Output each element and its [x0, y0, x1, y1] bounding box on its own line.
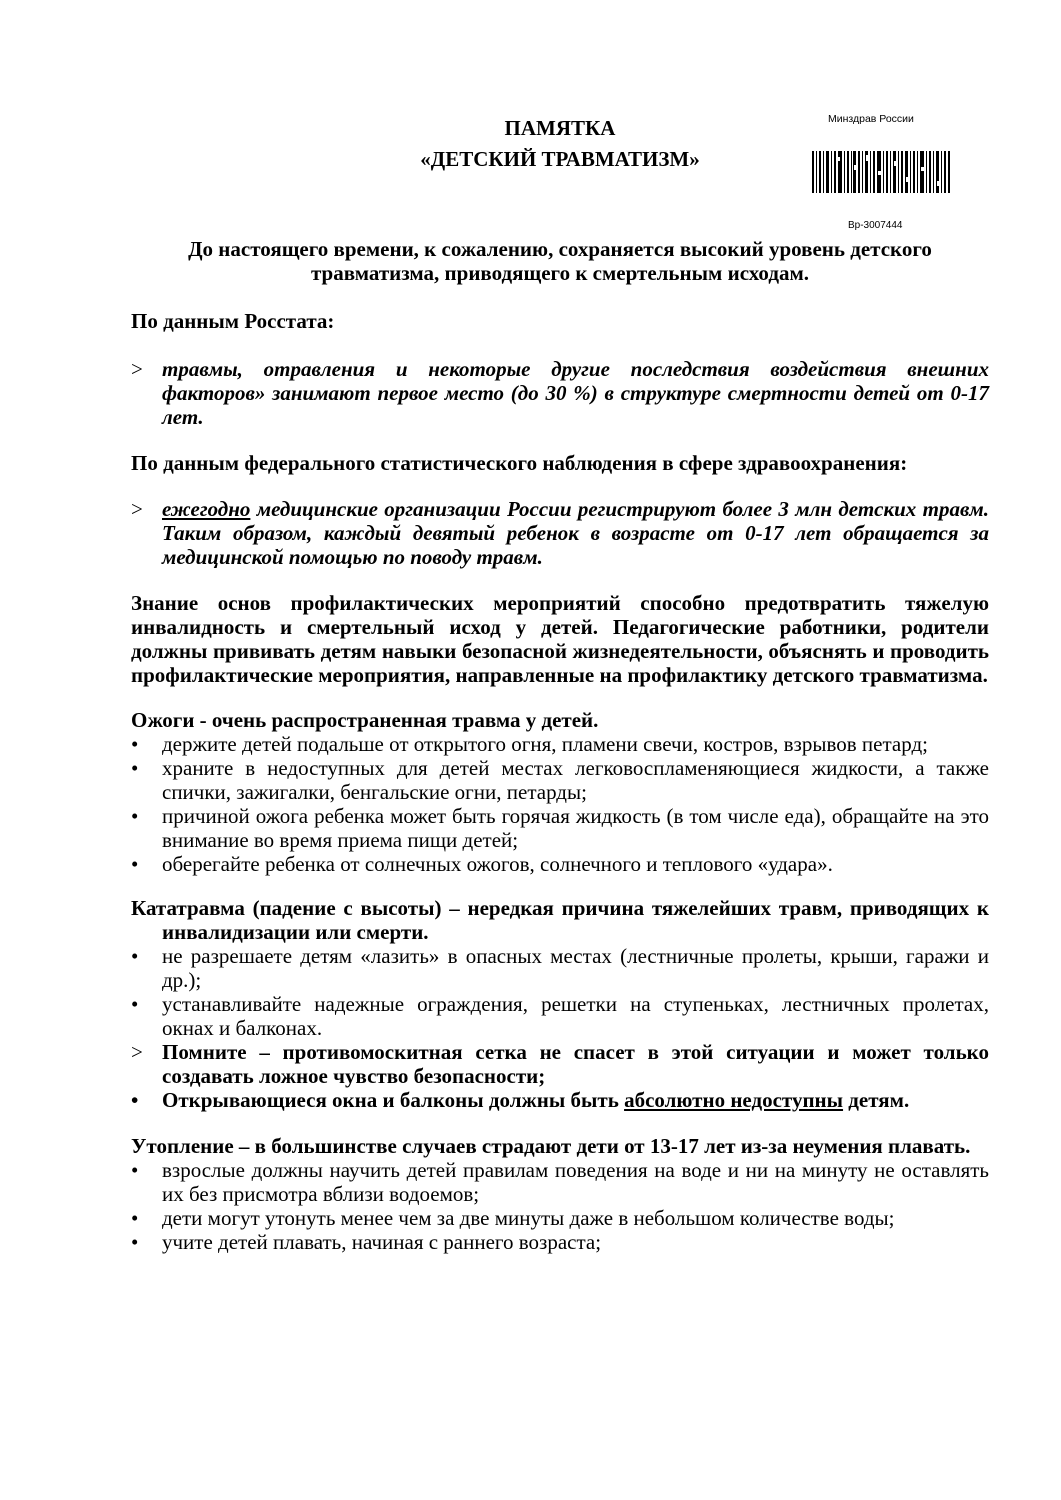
- drowning-item: [131, 1158, 989, 1206]
- falls-last-end: детям.: [843, 1088, 910, 1112]
- arrow-marker-icon: >: [131, 497, 143, 521]
- falls-warning-text: Помните – противомоскитная сетка не спасет в этой ситуации и может только создавать ложное чувство безопасности;: [162, 1040, 989, 1088]
- burns-item: [131, 756, 989, 804]
- falls-heading: Кататравма (падение с высоты) – нередкая причина тяжелейших травм, приводящих к инвалидизации или смерти.: [131, 896, 989, 944]
- federal-item-emphasis: ежегодно: [162, 497, 251, 521]
- burns-item-text: причиной ожога ребенка может быть горячая жидкость (в том числе еда), обращайте на это внимание во время приема пищи детей;: [162, 804, 989, 852]
- rosstat-item-text: травмы, отравления и некоторые другие последствия воздействия внешних факторов» занимают первое место (до 30 %) в структуре смертности детей от 0-17 лет.: [162, 357, 989, 429]
- stamp-registration-number: Вр-3007444: [848, 220, 903, 231]
- drowning-item: [131, 1230, 989, 1254]
- falls-warning: [131, 1040, 989, 1088]
- burns-item-text: оберегайте ребенка от солнечных ожогов, солнечного и теплового «удара».: [162, 852, 833, 876]
- burns-heading: Ожоги - очень распространенная травма у детей.: [131, 708, 599, 732]
- drowning-item-text: учите детей плавать, начиная с раннего возраста;: [162, 1230, 602, 1254]
- drowning-item: [131, 1206, 989, 1230]
- bullet-icon: •: [131, 732, 139, 756]
- bullet-icon: •: [131, 944, 139, 968]
- arrow-marker-icon: >: [131, 357, 143, 381]
- burns-item: [131, 804, 989, 852]
- intro-paragraph: До настоящего времени, к сожалению, сохраняется высокий уровень детского травматизма, приводящего к смертельным исходам.: [188, 237, 932, 285]
- bullet-icon: •: [131, 804, 139, 828]
- arrow-marker-icon: >: [131, 1040, 143, 1064]
- bullet-icon: •: [131, 1158, 139, 1182]
- barcode-icon: [812, 151, 950, 193]
- bullet-icon: •: [131, 1088, 139, 1112]
- falls-item-text: не разрешаете детям «лазить» в опасных местах (лестничные пролеты, крыши, гаражи и др.);: [162, 944, 989, 992]
- rosstat-heading: По данным Росстата:: [131, 309, 335, 333]
- falls-item-emphasis: [131, 1088, 989, 1112]
- falls-last-start: Открывающиеся окна и балконы должны быть: [162, 1088, 625, 1112]
- drowning-item-text: взрослые должны научить детей правилам поведения на воде и ни на минуту не оставлять их без присмотра вблизи водоемов;: [162, 1158, 989, 1206]
- drowning-heading: Утопление – в большинстве случаев страдают дети от 13-17 лет из-за неумения плавать.: [131, 1134, 971, 1158]
- bullet-icon: •: [131, 1230, 139, 1254]
- burns-item: [131, 732, 989, 756]
- burns-item-text: храните в недоступных для детей местах легковоспламеняющиеся жидкости, а также спички, зажигалки, бенгальские огни, петарды;: [162, 756, 989, 804]
- federal-item: [131, 497, 989, 569]
- falls-item: [131, 992, 989, 1040]
- falls-item: [131, 944, 989, 992]
- prevention-paragraph: Знание основ профилактических мероприятий способно предотвратить тяжелую инвалидность и смертельный исход у детей. Педагогические работники, родители должны прививать детям навыки безопасной жизнедеятельности, объяснять и проводить профилактические мероприятия, направленные на профилактику детского травматизма.: [131, 591, 989, 687]
- bullet-icon: •: [131, 756, 139, 780]
- bullet-icon: •: [131, 852, 139, 876]
- title-line-2: «ДЕТСКИЙ ТРАВМАТИЗМ»: [420, 147, 700, 171]
- bullet-icon: •: [131, 1206, 139, 1230]
- burns-item: [131, 852, 989, 876]
- stamp-organization: Минздрав России: [828, 113, 914, 125]
- federal-item-text: медицинские организации России регистрируют более 3 млн детских травм. Таким образом, каждый девятый ребенок в возрасте от 0-17 лет обращается за медицинской помощью по поводу травм.: [162, 497, 989, 569]
- drowning-item-text: дети могут утонуть менее чем за две минуты даже в небольшом количестве воды;: [162, 1206, 895, 1230]
- federal-heading: По данным федерального статистического наблюдения в сфере здравоохранения:: [131, 451, 908, 475]
- title-line-1: ПАМЯТКА: [504, 116, 616, 140]
- falls-last-underlined: абсолютно недоступны: [624, 1088, 844, 1112]
- document-title: [300, 113, 820, 175]
- falls-item-text: устанавливайте надежные ограждения, решетки на ступеньках, лестничных пролетах, окнах и балконах.: [162, 992, 989, 1040]
- burns-item-text: держите детей подальше от открытого огня, пламени свечи, костров, взрывов петард;: [162, 732, 928, 756]
- document-body: [131, 237, 989, 1254]
- rosstat-item: [131, 357, 989, 429]
- bullet-icon: •: [131, 992, 139, 1016]
